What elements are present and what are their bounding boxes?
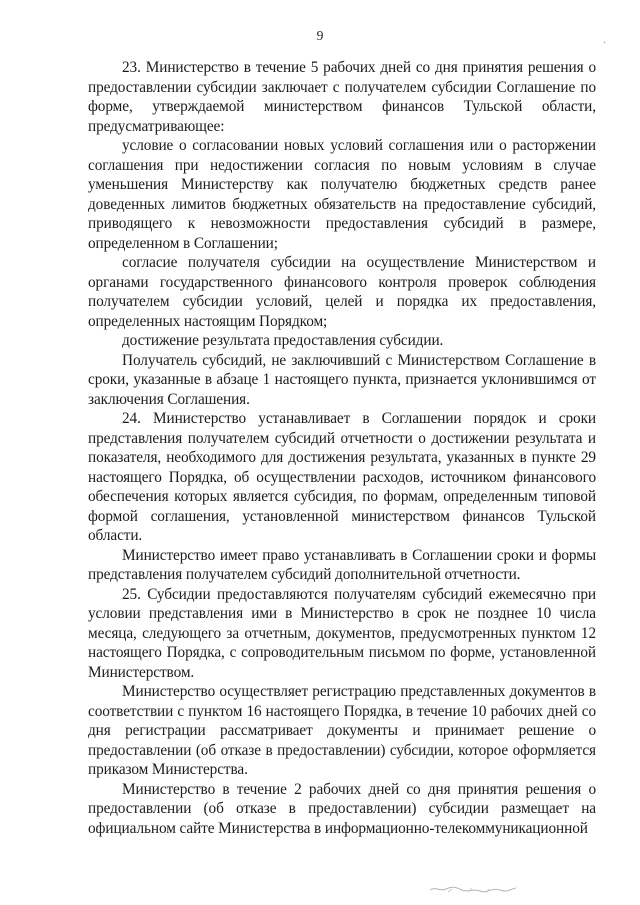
- paragraph-agreement-terms: условие о согласовании новых условий соглашения или о расторжении соглашения при недостижении согласия по новым условиям в случае уменьшения Министерству как получателю бюджетных средств ранее доведенных лимитов бюджетных обязательств на предоставление субсидий, приводящего к невозможности предоставления субсидий в размере, определенном в Соглашении;: [88, 137, 596, 252]
- paragraph-registration: Министерство осуществляет регистрацию представленных документов в соответствии с пунктом 16 настоящего Порядка, в течение 10 рабочих дней со дня регистрации рассматривает документы и принимает решение о предоставлении (об отказе в предоставлении) субсидии, которое оформляется приказом Министерства.: [88, 683, 596, 778]
- paragraph-publication: Министерство в течение 2 рабочих дней со дня принятия решения о предоставлении (об отказе в предоставлении) субсидии размещает на официальном сайте Министерства в информационно-телекоммуникационной: [88, 780, 596, 837]
- paragraph-evasion: Получатель субсидий, не заключивший с Министерством Соглашение в сроки, указанные в абзаце 1 настоящего пункта, признается уклонившимся от заключения Соглашения.: [88, 351, 596, 408]
- paragraph-consent-audit: согласие получателя субсидии на осуществление Министерством и органами государственного финансового контроля проверок соблюдения получателем субсидии условий, целей и порядка их предоставления, определенных настоящим Порядком;: [88, 254, 596, 330]
- paragraph-24: 24. Министерство устанавливает в Соглашении порядок и сроки представления получателем субсидий отчетности о достижении результата и показателя, необходимого для достижения результата, указанных в пункте 29 настоящего Порядка, об осуществлении расходов, источником финансового обеспечения которых является субсидия, по формам, определенным типовой формой соглашения, установленной министерством финансов Тульской области.: [88, 410, 596, 544]
- paragraph-23: 23. Министерство в течение 5 рабочих дней со дня принятия решения о предоставлении субсидии заключает с получателем субсидии Соглашение по форме, утверждаемой министерством финансов Тульской области, предусматривающее:: [88, 59, 596, 135]
- corner-mark: ·: [603, 38, 607, 49]
- scan-artifact-scribble: [428, 880, 518, 896]
- paragraph-25: 25. Субсидии предоставляются получателям субсидий ежемесячно при условии представления ими в Министерство в срок не позднее 10 числа месяца, следующего за отчетным, документов, предусмотренных пунктом 12 настоящего Порядка, с сопроводительным письмом по форме, установленной Министерством.: [88, 585, 596, 681]
- paragraph-result: достижение результата предоставления субсидии.: [122, 332, 444, 349]
- page-number: 9: [316, 28, 324, 43]
- document-body: [88, 58, 596, 838]
- paragraph-extra-reporting: Министерство имеет право устанавливать в Соглашении сроки и формы представления получателем субсидий дополнительной отчетности.: [88, 546, 596, 583]
